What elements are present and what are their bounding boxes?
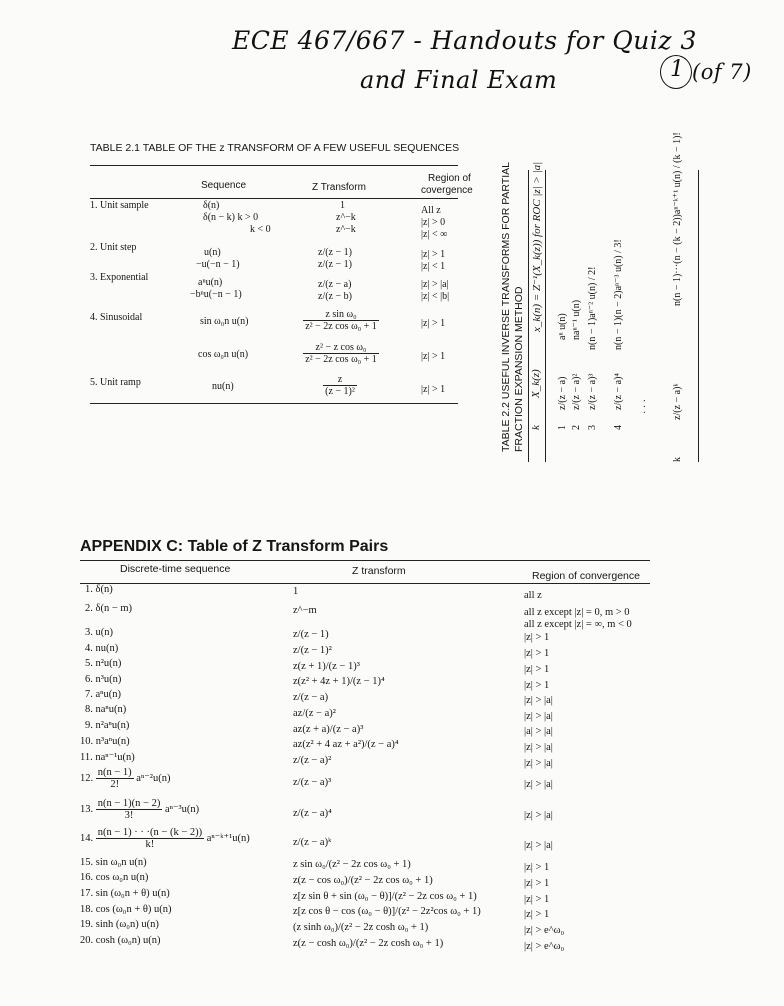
apx-seq-num: n(n − 1)(n − 2) xyxy=(97,798,161,809)
apx-roc-2: all z except |z| = ∞, m < 0 xyxy=(524,619,632,630)
t21-zt-fraction xyxy=(300,309,382,332)
apx-seq-fraction-row xyxy=(80,798,199,821)
t21-zt-num: z sin ω₀ xyxy=(303,309,379,321)
t21-col-region-1: Region of xyxy=(428,173,471,184)
apx-roc: |z| > e^ω₀ xyxy=(524,941,565,952)
apx-roc: |z| > 1 xyxy=(524,632,550,643)
apx-seq-fraction-row xyxy=(80,827,250,850)
apx-roc: |z| > 1 xyxy=(524,894,550,905)
apx-roc: |z| > |a| xyxy=(524,758,553,769)
t21-seq: sin ω₀n u(n) xyxy=(200,316,249,327)
apx-seq: 11. naⁿ⁻¹u(n) xyxy=(80,752,135,763)
t22-k: 1 xyxy=(557,425,568,430)
apx-zt: z[z sin θ + sin (ω₀ − θ)]/(z² − 2z cos ω₀ + 1) xyxy=(293,891,477,902)
t21-seq: δ(n) xyxy=(203,200,220,211)
t22-col-k: k xyxy=(530,425,542,430)
table-2-1-top-rule xyxy=(90,165,458,166)
t21-zt-den: (z − 1)² xyxy=(325,386,355,397)
t21-zt-num: z xyxy=(323,374,357,386)
t21-zt: z^−k xyxy=(336,224,356,235)
t21-roc: All z xyxy=(421,205,441,216)
apx-seq: 15. sin ω₀n u(n) xyxy=(80,857,147,868)
t21-seq: cos ω₀n u(n) xyxy=(198,349,249,360)
t22-k: k xyxy=(672,457,683,462)
t22-xn: n(n − 1)(n − 2)aⁿ⁻³ u(n) / 3! xyxy=(613,239,624,350)
appendix-header-rule xyxy=(80,583,650,584)
table-2-2-left-rule xyxy=(528,170,529,462)
apx-zt: z/(z − 1)² xyxy=(293,645,332,656)
t21-zt: z/(z − 1) xyxy=(318,247,352,258)
t21-col-region-2: covergence xyxy=(421,185,473,196)
apx-zt: z/(z − a)ᵏ xyxy=(293,837,332,848)
apx-zt: z/(z − 1) xyxy=(293,629,329,640)
apx-seq-index: 14. xyxy=(80,832,94,844)
apx-zt: z/(z − a)² xyxy=(293,755,332,766)
appendix-col-seq: Discrete-time sequence xyxy=(120,563,231,575)
apx-zt: z/(z − a)³ xyxy=(293,777,332,788)
t21-roc: |z| < |b| xyxy=(421,291,450,302)
apx-roc: |a| > |a| xyxy=(524,726,553,737)
apx-seq: 20. cosh (ω₀n) u(n) xyxy=(80,935,161,946)
apx-zt: az/(z − a)² xyxy=(293,708,336,719)
appendix-title: APPENDIX C: Table of Z Transform Pairs xyxy=(80,538,389,555)
apx-seq-fraction-row xyxy=(80,767,170,790)
apx-seq: 7. aⁿu(n) xyxy=(85,689,121,700)
t21-zt-den: z² − 2z cos ω₀ + 1 xyxy=(305,321,377,332)
t21-roc: |z| > 1 xyxy=(421,384,446,395)
apx-seq: 10. n³aⁿu(n) xyxy=(80,736,130,747)
t21-seq: −bⁿu(−n − 1) xyxy=(190,289,242,300)
t21-zt: z^−k xyxy=(336,212,356,223)
apx-roc: |z| > |a| xyxy=(524,695,553,706)
t22-k: 4 xyxy=(613,425,624,430)
t22-k: 3 xyxy=(587,425,598,430)
t21-col-transform: Z Transform xyxy=(312,182,366,193)
t21-row-name: 3. Exponential xyxy=(90,272,149,283)
t21-zt: 1 xyxy=(340,200,345,211)
t22-xn: naⁿ⁻¹ u(n) xyxy=(571,299,582,340)
t22-dots: · · · xyxy=(640,399,651,414)
apx-seq-tail: aⁿ⁻ᵏ⁺¹u(n) xyxy=(206,832,250,844)
table-2-1-header-rule xyxy=(90,198,458,199)
t21-roc: |z| > 1 xyxy=(421,249,446,260)
apx-seq: 2. δ(n − m) xyxy=(85,603,133,614)
t21-row-name: 5. Unit ramp xyxy=(90,377,141,388)
apx-seq: 16. cos ω₀n u(n) xyxy=(80,872,149,883)
apx-roc: |z| > 1 xyxy=(524,664,550,675)
t21-seq: δ(n − k) k > 0 xyxy=(203,212,259,223)
apx-roc: |z| > 1 xyxy=(524,648,550,659)
apx-seq: 8. naⁿu(n) xyxy=(85,704,127,715)
apx-roc: |z| > |a| xyxy=(524,711,553,722)
apx-zt: z sin ω₀/(z² − 2z cos ω₀ + 1) xyxy=(293,859,411,870)
t21-roc: |z| > 1 xyxy=(421,351,446,362)
apx-roc: all z except |z| = 0, m > 0 xyxy=(524,607,630,618)
apx-zt: az(z + a)/(z − a)³ xyxy=(293,724,364,735)
appendix-col-zt: Z transform xyxy=(352,565,406,577)
apx-seq-tail: aⁿ⁻³u(n) xyxy=(164,803,200,815)
apx-roc: |z| > |a| xyxy=(524,779,553,790)
t21-zt-num: z² − z cos ω₀ xyxy=(303,342,379,354)
apx-seq: 9. n²aⁿu(n) xyxy=(85,720,130,731)
t21-roc: |z| < ∞ xyxy=(421,229,448,240)
t22-xn: aⁿ u(n) xyxy=(557,313,568,340)
page-of-total: (of 7) xyxy=(692,60,752,84)
table-2-1-title: TABLE 2.1 TABLE OF THE z TRANSFORM OF A FEW USEFUL SEQUENCES xyxy=(90,142,460,154)
apx-zt: z(z + 1)/(z − 1)³ xyxy=(293,661,360,672)
t21-zt-den: z² − 2z cos ω₀ + 1 xyxy=(305,354,377,365)
handwritten-title-line1: ECE 467/667 - Handouts for Quiz 3 xyxy=(232,26,697,55)
t21-row-name: 2. Unit step xyxy=(90,242,137,253)
t22-x: z/(z − a) xyxy=(557,376,568,410)
t21-seq: k < 0 xyxy=(250,224,271,235)
table-2-2-title-1: TABLE 2.2 USEFUL INVERSE TRANSFORMS FOR PARTIAL xyxy=(500,162,512,452)
apx-roc: |z| > |a| xyxy=(524,840,553,851)
apx-roc: |z| > 1 xyxy=(524,680,550,691)
apx-zt: (z sinh ω₀)/(z² − 2z cosh ω₀ + 1) xyxy=(293,922,429,933)
t21-row-name: 4. Sinusoidal xyxy=(90,312,143,323)
apx-seq-den: k! xyxy=(145,839,155,850)
apx-seq: 19. sinh (ω₀n) u(n) xyxy=(80,919,159,930)
t22-x: z/(z − a)³ xyxy=(587,373,598,410)
t21-roc: |z| > 0 xyxy=(421,217,446,228)
t22-x: z/(z − a)² xyxy=(571,373,582,410)
t22-x: z/(z − a)ᵏ xyxy=(672,383,683,420)
t21-roc: |z| < 1 xyxy=(421,261,446,272)
t21-roc: |z| > |a| xyxy=(421,279,449,290)
page-number: 1 xyxy=(670,57,685,82)
apx-zt: z(z − cosh ω₀)/(z² − 2z cosh ω₀ + 1) xyxy=(293,938,444,949)
apx-seq: 4. nu(n) xyxy=(85,643,119,654)
appendix-col-roc: Region of convergence xyxy=(532,570,640,582)
t21-zt: z/(z − a) xyxy=(318,279,352,290)
apx-zt: z^−m xyxy=(293,605,317,616)
table-2-2-title-2: FRACTION EXPANSION METHOD xyxy=(513,286,525,452)
table-2-2-header-rule xyxy=(545,170,546,462)
apx-zt: z[z cos θ − cos (ω₀ − θ)]/(z² − 2z²cos ω₀ + 1) xyxy=(293,906,481,917)
apx-seq: 1. δ(n) xyxy=(85,584,113,595)
t21-zt: z/(z − 1) xyxy=(318,259,352,270)
apx-seq-num: n(n − 1) · · ·(n − (k − 2)) xyxy=(97,827,203,838)
t22-col-x: X_k(z) xyxy=(530,369,542,398)
t21-col-sequence: Sequence xyxy=(201,180,247,191)
t21-seq: aⁿu(n) xyxy=(198,277,223,288)
t22-x: z/(z − a)⁴ xyxy=(613,373,624,410)
t21-seq: u(n) xyxy=(204,247,221,258)
apx-zt: 1 xyxy=(293,586,299,597)
apx-seq-den: 2! xyxy=(110,779,120,790)
apx-seq: 3. u(n) xyxy=(85,627,113,638)
apx-seq-num: n(n − 1) xyxy=(97,767,132,778)
t22-xn: n(n − 1)aⁿ⁻² u(n) / 2! xyxy=(587,266,598,350)
apx-seq: 5. n²u(n) xyxy=(85,658,122,669)
apx-roc: |z| > 1 xyxy=(524,909,550,920)
t22-xn: n(n − 1)···(n − (k − 2))aⁿ⁻ᵏ⁺¹ u(n) / (k − 1)! xyxy=(672,132,683,306)
t21-zt: z/(z − b) xyxy=(318,291,352,302)
apx-roc: |z| > e^ω₀ xyxy=(524,925,565,936)
apx-roc: |z| > 1 xyxy=(524,862,550,873)
t21-seq: nu(n) xyxy=(212,381,234,392)
apx-seq-index: 13. xyxy=(80,803,94,815)
t21-zt-fraction xyxy=(300,342,382,365)
apx-seq-index: 12. xyxy=(80,772,94,784)
t22-col-xn: x_k(n) = Z⁻¹(X_k(z)) for ROC |z| > |a| xyxy=(531,161,543,332)
handwritten-title-line2: and Final Exam xyxy=(360,66,558,94)
apx-zt: az(z² + 4 az + a²)/(z − a)⁴ xyxy=(293,739,399,750)
apx-roc: |z| > |a| xyxy=(524,810,553,821)
t21-zt-fraction xyxy=(310,374,370,397)
apx-seq-tail: aⁿ⁻²u(n) xyxy=(136,772,171,784)
t21-row-name: 1. Unit sample xyxy=(90,200,149,211)
apx-roc: |z| > |a| xyxy=(524,742,553,753)
t21-roc: |z| > 1 xyxy=(421,318,446,329)
t22-k: 2 xyxy=(571,425,582,430)
apx-seq: 6. n³u(n) xyxy=(85,674,122,685)
apx-seq-den: 3! xyxy=(124,810,134,821)
table-2-2-right-rule xyxy=(698,170,699,462)
t21-seq: −u(−n − 1) xyxy=(196,259,240,270)
apx-roc: |z| > 1 xyxy=(524,878,550,889)
table-2-1-bottom-rule xyxy=(90,403,458,404)
apx-roc: all z xyxy=(524,590,542,601)
apx-zt: z(z² + 4z + 1)/(z − 1)⁴ xyxy=(293,676,385,687)
apx-zt: z/(z − a) xyxy=(293,692,329,703)
apx-zt: z/(z − a)⁴ xyxy=(293,808,332,819)
apx-zt: z(z − cos ω₀)/(z² − 2z cos ω₀ + 1) xyxy=(293,875,433,886)
appendix-top-rule xyxy=(80,560,650,561)
apx-seq: 17. sin (ω₀n + θ) u(n) xyxy=(80,888,170,899)
apx-seq: 18. cos (ω₀n + θ) u(n) xyxy=(80,904,172,915)
